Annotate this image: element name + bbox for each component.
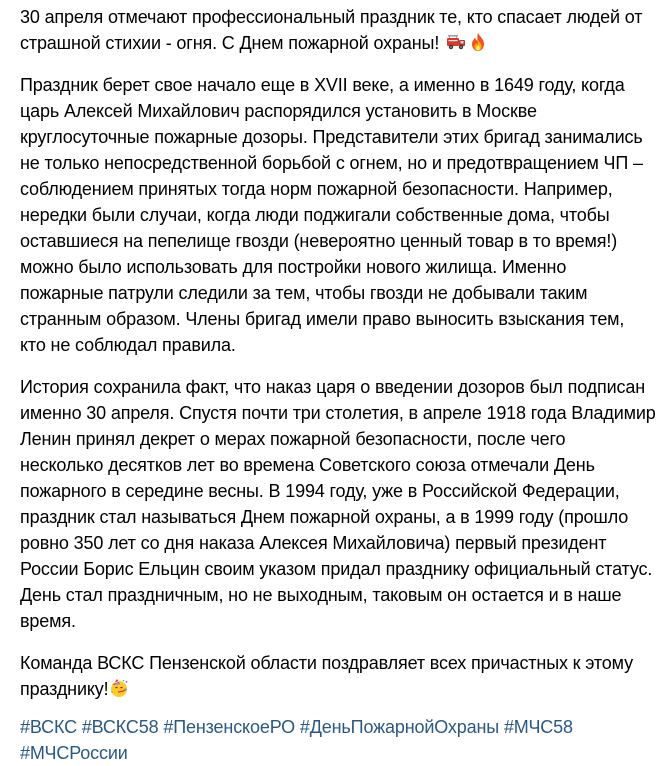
text-line: Команда ВСКС Пензенской области поздравляет всех причастных к этому	[20, 653, 633, 673]
text-line: можно было использовать для постройки нового жилища. Именно	[20, 257, 567, 277]
text-line: оставшиеся на пепелище гвозди (невероятно ценный товар в то время!)	[20, 231, 618, 251]
text-line: Ленин принял декрет о мерах пожарной безопасности, после чего	[20, 429, 566, 449]
hashtag-link-vsks58[interactable]: #ВСКС58	[81, 717, 159, 737]
hashtag-link-mchs58[interactable]: #МЧС58	[503, 717, 573, 737]
text-line: несколько десятков лет во времена Советского союза отмечали День	[20, 455, 595, 475]
text-line: царь Алексей Михайлович распорядился установить в Москве	[20, 101, 537, 121]
text-line-with-emoji	[20, 676, 652, 702]
hashtag-link-den-pozharnoy-okhrany[interactable]: #ДеньПожарнойОхраны	[299, 717, 500, 737]
text-line-with-emoji	[20, 30, 652, 56]
text-line: День стал праздничным, но не выходным, таковым он остается и в наше	[20, 585, 622, 605]
text-line: именно 30 апреля. Спустя почти три столетия, в апреле 1918 года Владимир	[20, 403, 656, 423]
paragraph-history-origin	[20, 72, 652, 358]
hashtag-link-penzenskoe-ro[interactable]: #ПензенскоеРО	[163, 717, 296, 737]
party-face-icon	[109, 678, 129, 698]
text-line: время.	[20, 611, 76, 631]
text-line: странным образом. Члены бригад имели право выносить взыскания тем,	[20, 309, 625, 329]
paragraph-greeting	[20, 4, 652, 56]
hashtag-link-vsks[interactable]: #ВСКС	[20, 717, 77, 737]
hashtag-row	[20, 740, 652, 766]
text-line: кто не соблюдал правила.	[20, 335, 236, 355]
text-line: России Борис Ельцин своим указом придал празднику официальный статус.	[20, 559, 653, 579]
text-line: Праздник берет свое начало еще в XVII веке, а именно в 1649 году, когда	[20, 75, 625, 95]
paragraph-history-decree	[20, 374, 656, 634]
text-line: празднику!	[20, 679, 109, 699]
fire-icon	[468, 32, 488, 52]
hashtag-link-mchs-rossii[interactable]: #МЧСРоссии	[20, 743, 128, 763]
text-line: пожарные патрули следили за тем, чтобы гвозди не добывали таким	[20, 283, 588, 303]
text-line: страшной стихии - огня. С Днем пожарной охраны!	[20, 33, 440, 53]
text-line: не только непосредственной борьбой с огнем, но и предотвращением ЧП –	[20, 153, 643, 173]
text-line: праздник стал называться Днем пожарной охраны, а в 1999 году (прошло	[20, 507, 629, 527]
text-line: История сохранила факт, что наказ царя о введении дозоров был подписан	[20, 377, 646, 397]
hashtag-list	[20, 714, 652, 766]
paragraph-congratulation	[20, 650, 652, 702]
text-line: ровно 350 лет со дня наказа Алексея Михайловича) первый президент	[20, 533, 607, 553]
text-line: нередки были случаи, когда люди поджигали собственные дома, чтобы	[20, 205, 610, 225]
text-line: 30 апреля отмечают профессиональный праздник те, кто спасает людей от	[20, 7, 643, 27]
text-line: пожарного в середине весны. В 1994 году, уже в Российской Федерации,	[20, 481, 620, 501]
fire-truck-icon	[446, 32, 466, 52]
text-line: соблюдением принятых тогда норм пожарной безопасности. Например,	[20, 179, 613, 199]
text-line: круглосуточные пожарные дозоры. Представители этих бригад занимались	[20, 127, 643, 147]
